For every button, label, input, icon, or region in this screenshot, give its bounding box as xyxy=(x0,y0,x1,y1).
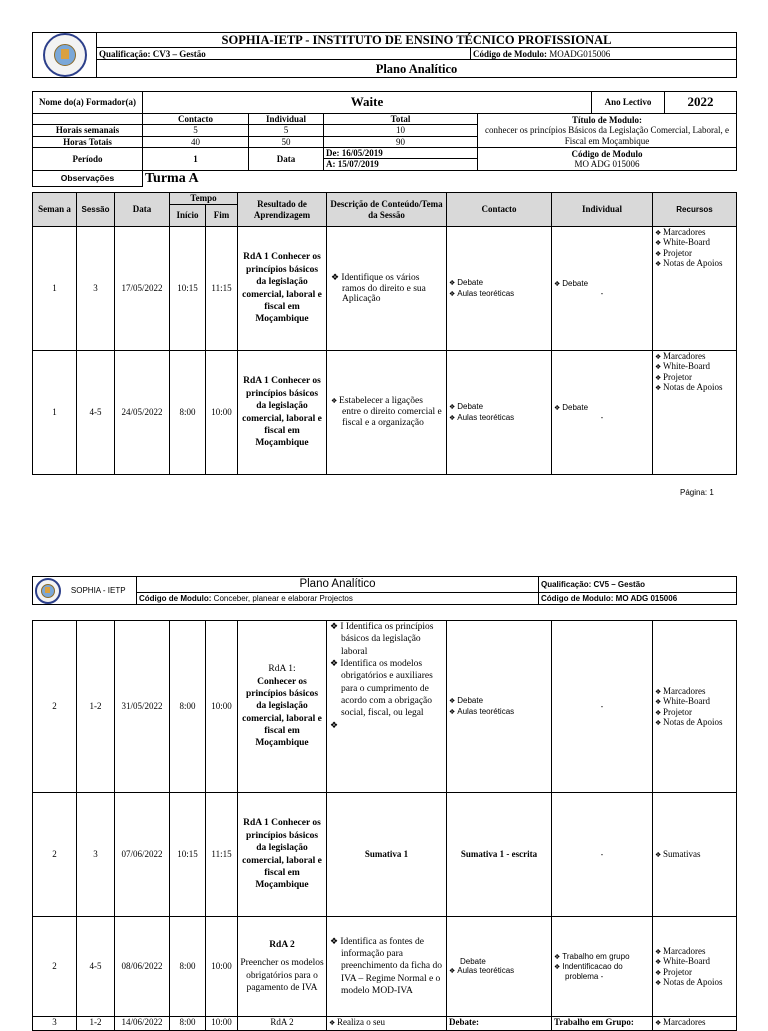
col-tempo: Tempo xyxy=(170,193,238,205)
ano-lectivo-value: 2022 xyxy=(665,92,737,114)
col-contacto: Contacto xyxy=(143,114,249,125)
contacto-list: ❖ Debate ❖ Aulas teoréticas xyxy=(447,227,552,351)
periodo-label: Período xyxy=(33,148,143,171)
contacto-list: Debate ❖ Aulas teoréticas xyxy=(447,917,552,1017)
nome-formador-label: Nome do(a) Formador(a) xyxy=(33,92,143,114)
col-semana: Seman a xyxy=(33,193,77,227)
descricao: Sumativa 1 xyxy=(327,793,447,917)
contacto-list: ❖ Debate ❖ Aulas teoréticas xyxy=(447,621,552,793)
page2-header xyxy=(32,576,737,605)
recursos-list: ❖ Marcadores ❖ White-Board ❖ Projetor ❖ Notas de Apoios xyxy=(653,351,737,475)
org-name: SOPHIA - IETP xyxy=(61,577,137,605)
table-row: 2 3 07/06/2022 10:15 11:15 RdA 1 Conhecer os princípios básicos da legislação comercial, laboral e fiscal em Moçambique Sumativa 1 Sumativa 1 - escrita - ❖ Sumativas xyxy=(33,793,737,917)
individual-list: ❖ Debate - xyxy=(552,351,653,475)
table-row: 1 4-5 24/05/2022 8:00 10:00 RdA 1 Conhecer os princípios básicos da legislação comercial, laboral e fiscal em Moçambique ❖ Estabelecer a ligações entre o direito comercial e fiscal e a organização ❖ Debate ❖ Aulas teoréticas ❖ Debate - ❖ Marcadores ❖ White-Board ❖ Projetor ❖ Notas de Apoios xyxy=(33,351,737,475)
horas-semanais-label: Horais semanais xyxy=(33,125,143,136)
periodo-value: 1 xyxy=(143,148,249,171)
col-recursos: Recursos xyxy=(653,193,737,227)
col-inicio: Início xyxy=(170,205,206,227)
resultado-aprendizagem: RdA 1: Conhecer os princípios básicos da legislação comercial, laboral e fiscal em Moçambique xyxy=(238,621,327,793)
data-label: Data xyxy=(249,148,324,171)
col-descricao: Descrição de Conteúdo/Tema da Sessão xyxy=(327,193,447,227)
page1-header xyxy=(32,32,737,78)
horas-totais-label: Horas Totais xyxy=(33,136,143,147)
codigo-modulo-box: Código de Modulo MO ADG 015006 xyxy=(478,148,737,171)
col-individual: Individual xyxy=(249,114,324,125)
horas-totais-total: 90 xyxy=(324,136,478,147)
page1-sessions xyxy=(32,192,737,475)
descricao: ❖ Identifique os vários ramos do direito e sua Aplicação xyxy=(327,227,447,351)
school-logo-icon xyxy=(35,578,61,604)
page2-sessions xyxy=(32,620,737,1031)
recursos-list: ❖ Sumativas xyxy=(653,793,737,917)
horas-semanais-contacto: 5 xyxy=(143,125,249,136)
qualificacao: Qualificação: CV5 – Gestão xyxy=(539,577,737,593)
col-individual: Individual xyxy=(552,193,653,227)
page1-info xyxy=(32,91,737,187)
table-row: 2 4-5 08/06/2022 8:00 10:00 RdA 2 Preencher os modelos obrigatórios para o pagamento de IVA ❖ Identifica as fontes de informação para preenchimento da ficha do IVA – Regime Normal e o modelo MOD-IVA Debate ❖ Aulas teoréticas ❖ Trabalho em grupo ❖ Indentificacao do problema - ❖ Marcadores ❖ White-Board ❖ Projetor ❖ Notas de Apoios xyxy=(33,917,737,1017)
horas-totais-contacto: 40 xyxy=(143,136,249,147)
data-range: De: 16/05/2019 A: 15/07/2019 xyxy=(324,148,478,171)
codigo-modulo: Código de Modulo: MO ADG 015006 xyxy=(539,593,737,605)
ano-lectivo-label: Ano Lectivo xyxy=(592,92,665,114)
titulo-modulo: Título de Modulo: conhecer os princípios Básicos da Legislação Comercial, Laboral, e Fiscal em Moçambique xyxy=(478,114,737,148)
page-title: Plano Analítico xyxy=(137,577,539,593)
recursos-list: ❖ Marcadores ❖ White-Board ❖ Projetor ❖ Notas de Apoios xyxy=(653,621,737,793)
individual-list: ❖ Trabalho em grupo ❖ Indentificacao do problema - xyxy=(552,917,653,1017)
resultado-aprendizagem: RdA 1 Conhecer os princípios básicos da legislação comercial, laboral e fiscal em Moçambique xyxy=(238,351,327,475)
horas-semanais-total: 10 xyxy=(324,125,478,136)
individual: - xyxy=(552,621,653,793)
qualificacao: Qualificação: CV3 – Gestão xyxy=(97,48,471,60)
descricao: ❖ I Identifica os princípios básicos da legislação laboral ❖ Identifica os modelos obrigatórios e auxiliares para o cumprimento de acordo com a obrigação social, fiscal, ou legal ❖ xyxy=(327,621,447,793)
col-data: Data xyxy=(115,193,170,227)
codigo-modulo: Código de Modulo: MOADG015006 xyxy=(471,48,737,60)
resultado-aprendizagem: RdA 1 Conhecer os princípios básicos da legislação comercial, laboral e fiscal em Moçambique xyxy=(238,793,327,917)
recursos-list: ❖ Marcadores ❖ White-Board ❖ Projetor ❖ Notas de Apoios xyxy=(653,917,737,1017)
contacto: Sumativa 1 - escrita xyxy=(447,793,552,917)
table-row: 3 1-2 14/06/2022 8:00 10:00 RdA 2 ❖ Realiza o seu Debate: Trabalho em Grupo: ❖ Marcadores xyxy=(33,1017,737,1031)
turma: Turma A xyxy=(143,170,737,187)
col-contacto: Contacto xyxy=(447,193,552,227)
horas-semanais-individual: 5 xyxy=(249,125,324,136)
table-row: 1 3 17/05/2022 10:15 11:15 RdA 1 Conhecer os princípios básicos da legislação comercial, laboral e fiscal em Moçambique ❖ Identifique os vários ramos do direito e sua Aplicação ❖ Debate ❖ Aulas teoréticas ❖ Debate - ❖ Marcadores ❖ White-Board ❖ Projetor ❖ Notas de Apoios xyxy=(33,227,737,351)
individual-list: ❖ Debate - xyxy=(552,227,653,351)
recursos-list: ❖ Marcadores ❖ White-Board ❖ Projetor ❖ Notas de Apoios xyxy=(653,227,737,351)
institution-name: SOPHIA-IETP - INSTITUTO DE ENSINO TÉCNICO PROFISSIONAL xyxy=(97,33,737,48)
individual: - xyxy=(552,793,653,917)
col-total: Total xyxy=(324,114,478,125)
page-number: Página: 1 xyxy=(680,488,714,497)
contacto-list: ❖ Debate ❖ Aulas teoréticas xyxy=(447,351,552,475)
codigo-modulo-desc: Código de Modulo: Conceber, planear e elaborar Projectos xyxy=(137,593,539,605)
page-title: Plano Analítico xyxy=(97,60,737,78)
descricao: ❖ Estabelecer a ligações entre o direito comercial e fiscal e a organização xyxy=(327,351,447,475)
org-logo xyxy=(33,577,61,605)
col-resultado: Resultado de Aprendizagem xyxy=(238,193,327,227)
observacoes-label: Observações xyxy=(33,170,143,187)
table-row: 2 1-2 31/05/2022 8:00 10:00 RdA 1: Conhecer os princípios básicos da legislação comercial, laboral e fiscal em Moçambique ❖ I Identifica os princípios básicos da legislação laboral ❖ Identifica os modelos obrigatórios e auxiliares para o cumprimento de acordo com a obrigação social, fiscal, ou legal ❖ ❖ Debate ❖ Aulas teoréticas - ❖ Marcadores ❖ White-Board ❖ Projetor ❖ Notas de Apoios xyxy=(33,621,737,793)
col-sessao: Sessão xyxy=(77,193,115,227)
horas-totais-individual: 50 xyxy=(249,136,324,147)
school-logo-icon xyxy=(43,33,87,77)
institution-logo xyxy=(33,33,97,78)
descricao: ❖ Identifica as fontes de informação para preenchimento da ficha do IVA – Regime Normal e o modelo MOD-IVA xyxy=(327,917,447,1017)
resultado-aprendizagem: RdA 1 Conhecer os princípios básicos da legislação comercial, laboral e fiscal em Moçambique xyxy=(238,227,327,351)
resultado-aprendizagem: RdA 2 Preencher os modelos obrigatórios para o pagamento de IVA xyxy=(238,917,327,1017)
nome-formador-value: Waite xyxy=(143,92,592,114)
col-fim: Fim xyxy=(206,205,238,227)
